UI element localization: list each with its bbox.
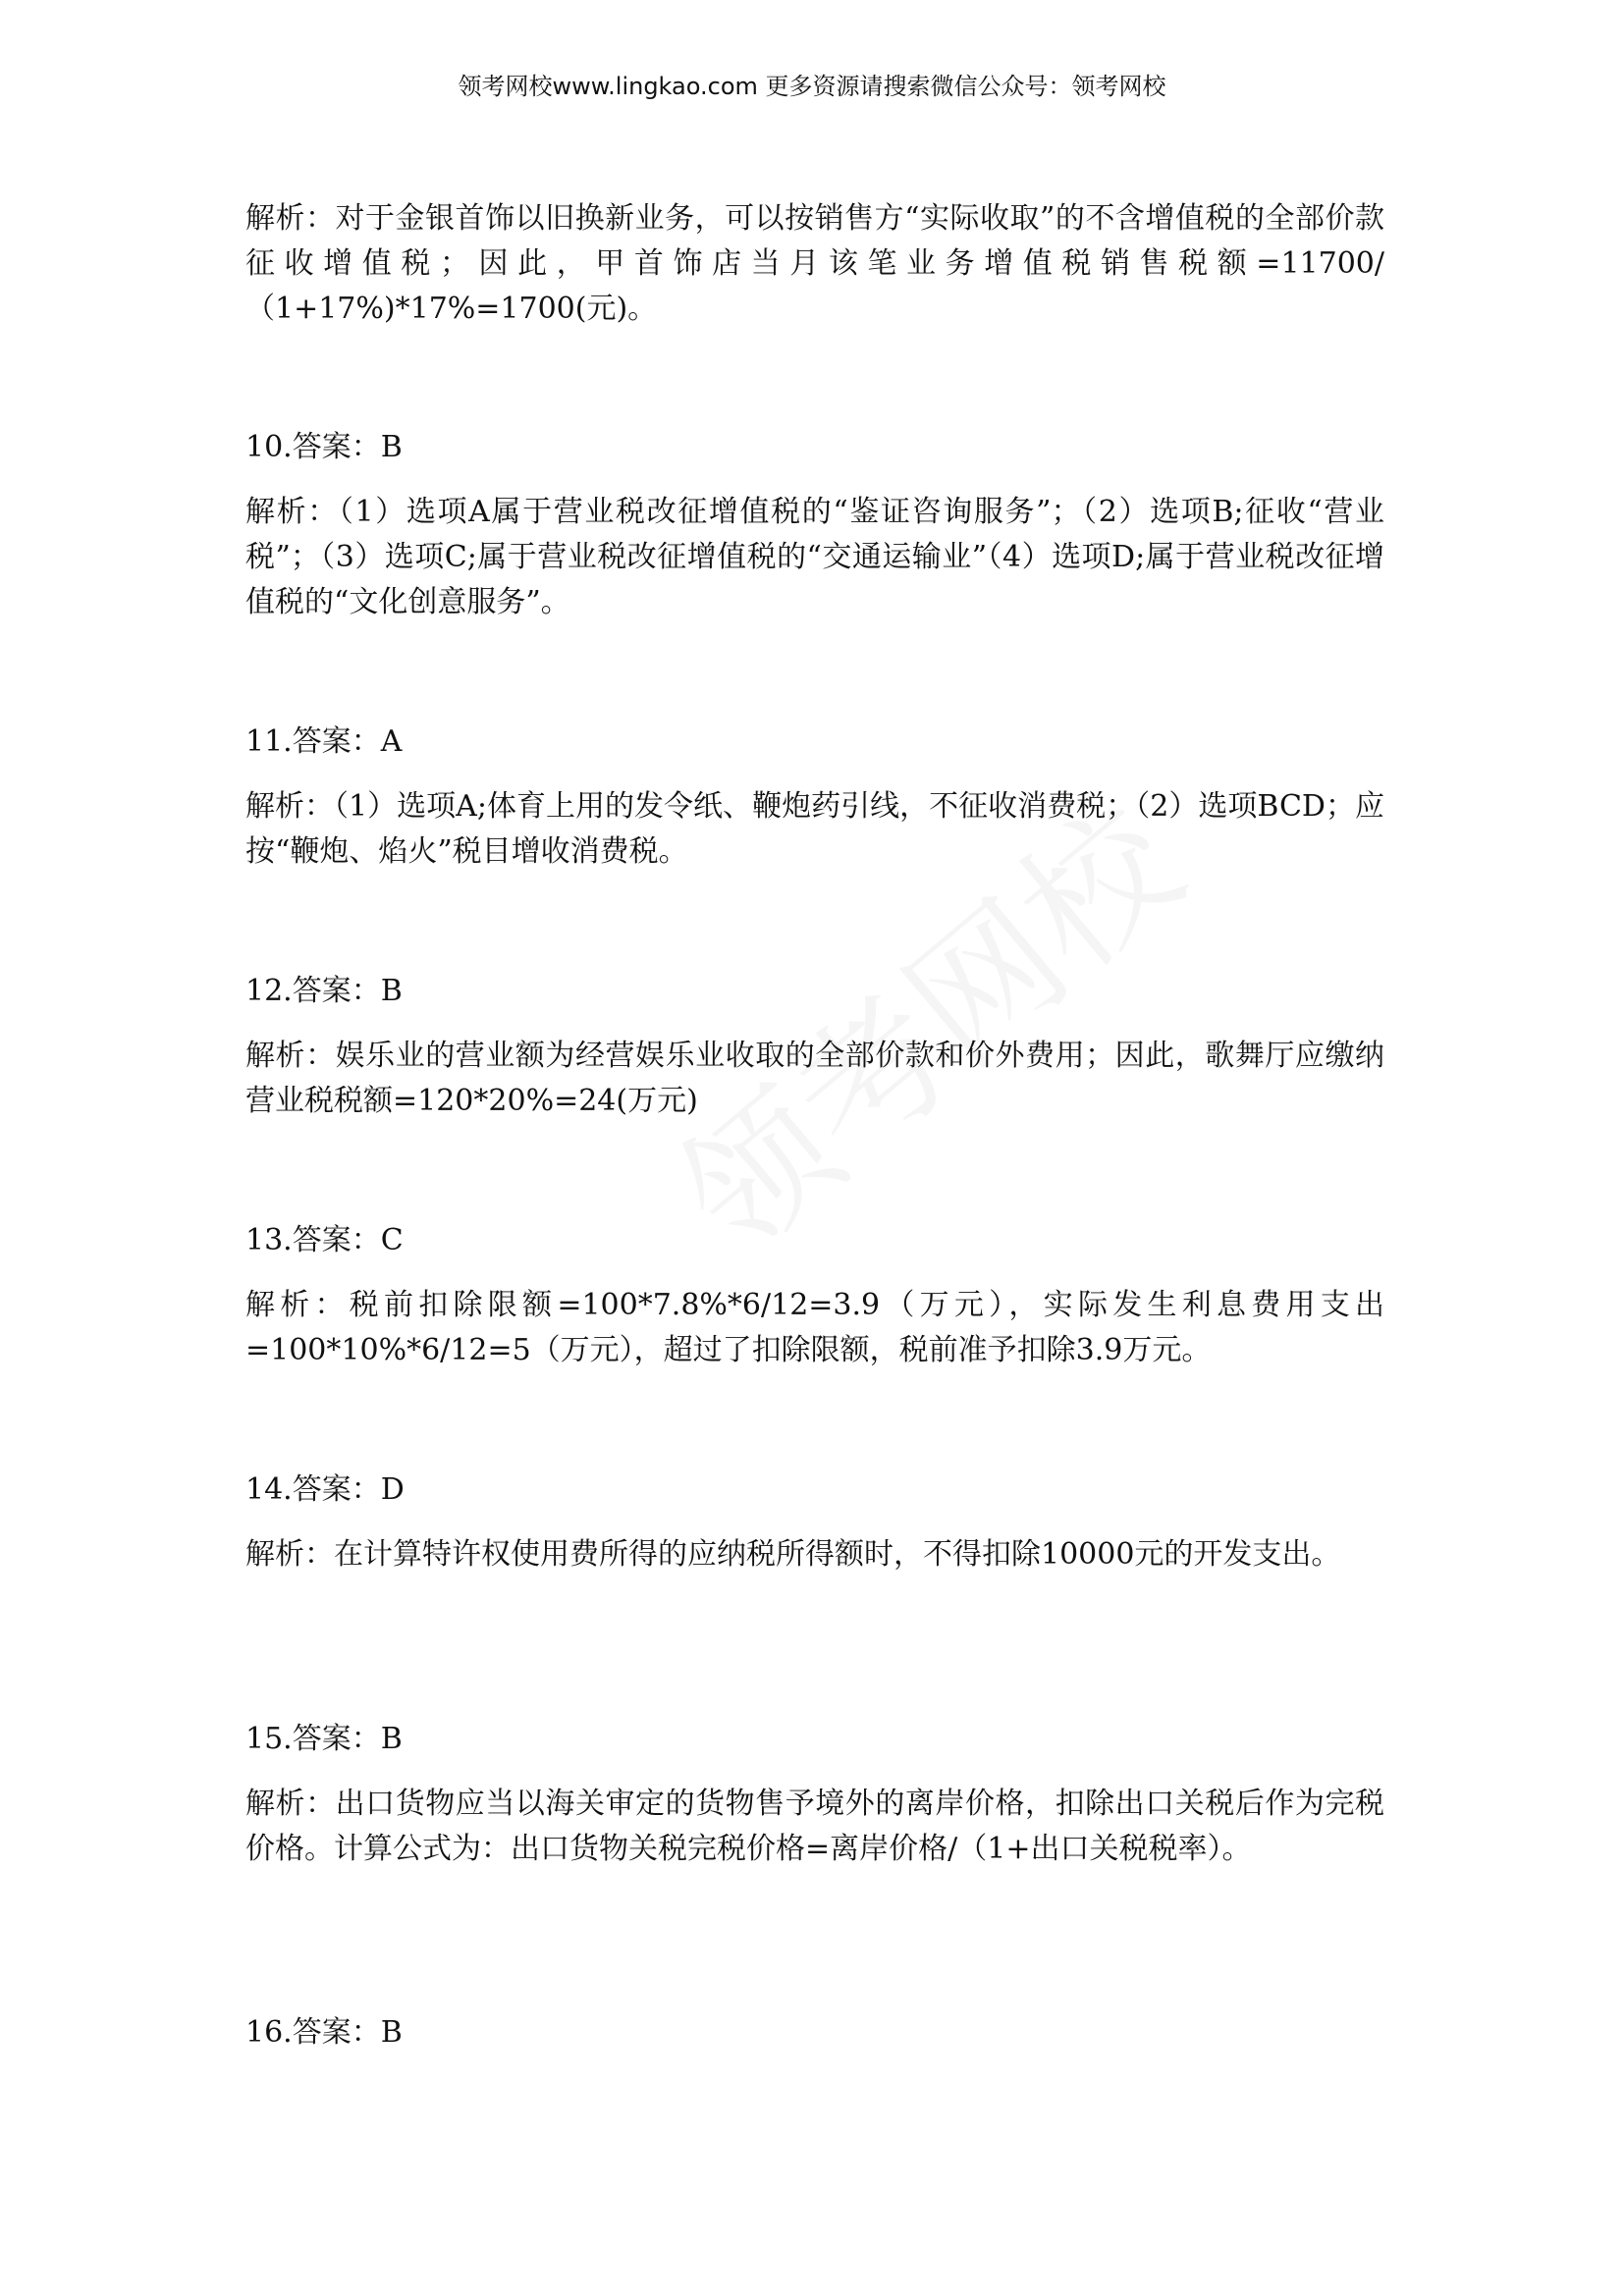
answer-label: 12.答案：B xyxy=(245,974,403,1008)
answer-block-16 xyxy=(245,2010,1384,2056)
answer-block-12 xyxy=(245,969,1384,1124)
analysis-text: 解析：税前扣除限额=100*7.8%*6/12=3.9（万元），实际发生利息费用支出=100*10%*6/12=5（万元），超过了扣除限额，税前准予扣除3.9万元。 xyxy=(245,1288,1384,1367)
analysis-text: 解析：（1）选项A属于营业税改征增值税的“鉴证咨询服务”；（2）选项B;征收“营业税”；（3）选项C;属于营业税改征增值税的“交通运输业”（4）选项D;属于营业税改征增值税的“文化创意服务”。 xyxy=(245,495,1384,619)
answer-block-13 xyxy=(245,1218,1384,1373)
answer-label: 10.答案：B xyxy=(245,430,403,464)
answer-label: 15.答案：B xyxy=(245,1722,403,1756)
answer-block-15 xyxy=(245,1717,1384,1872)
answer-block-14 xyxy=(245,1468,1384,1577)
analysis-text: 解析：出口货物应当以海关审定的货物售予境外的离岸价格，扣除出口关税后作为完税价格。计算公式为：出口货物关税完税价格=离岸价格/（1+出口关税税率）。 xyxy=(245,1787,1384,1866)
answer-label: 13.答案：C xyxy=(245,1223,404,1257)
analysis-text: 解析：娱乐业的营业额为经营娱乐业收取的全部价款和价外费用；因此，歌舞厅应缴纳营业税税额=120*20%=24(万元) xyxy=(245,1039,1384,1118)
answer-label: 16.答案：B xyxy=(245,2015,403,2050)
answer-block-11 xyxy=(245,720,1384,875)
page-header: 领考网校www.lingkao.com 更多资源请搜索微信公众号：领考网校 xyxy=(458,73,1166,100)
answer-block-9 xyxy=(245,196,1384,332)
answer-label: 11.答案：A xyxy=(245,724,403,759)
answer-block-10 xyxy=(245,425,1384,625)
analysis-text: 解析：（1）选项A;体育上用的发令纸、鞭炮药引线，不征收消费税；（2）选项BCD；应按“鞭炮、焰火”税目增收消费税。 xyxy=(245,789,1384,869)
analysis-text: 解析：对于金银首饰以旧换新业务，可以按销售方“实际收取”的不含增值税的全部价款征收增值税；因此，甲首饰店当月该笔业务增值税销售税额=11700/（1+17%)*17%=1700(元)。 xyxy=(245,201,1384,326)
answer-label: 14.答案：D xyxy=(245,1472,405,1507)
analysis-text: 解析：在计算特许权使用费所得的应纳税所得额时，不得扣除10000元的开发支出。 xyxy=(245,1537,1341,1572)
